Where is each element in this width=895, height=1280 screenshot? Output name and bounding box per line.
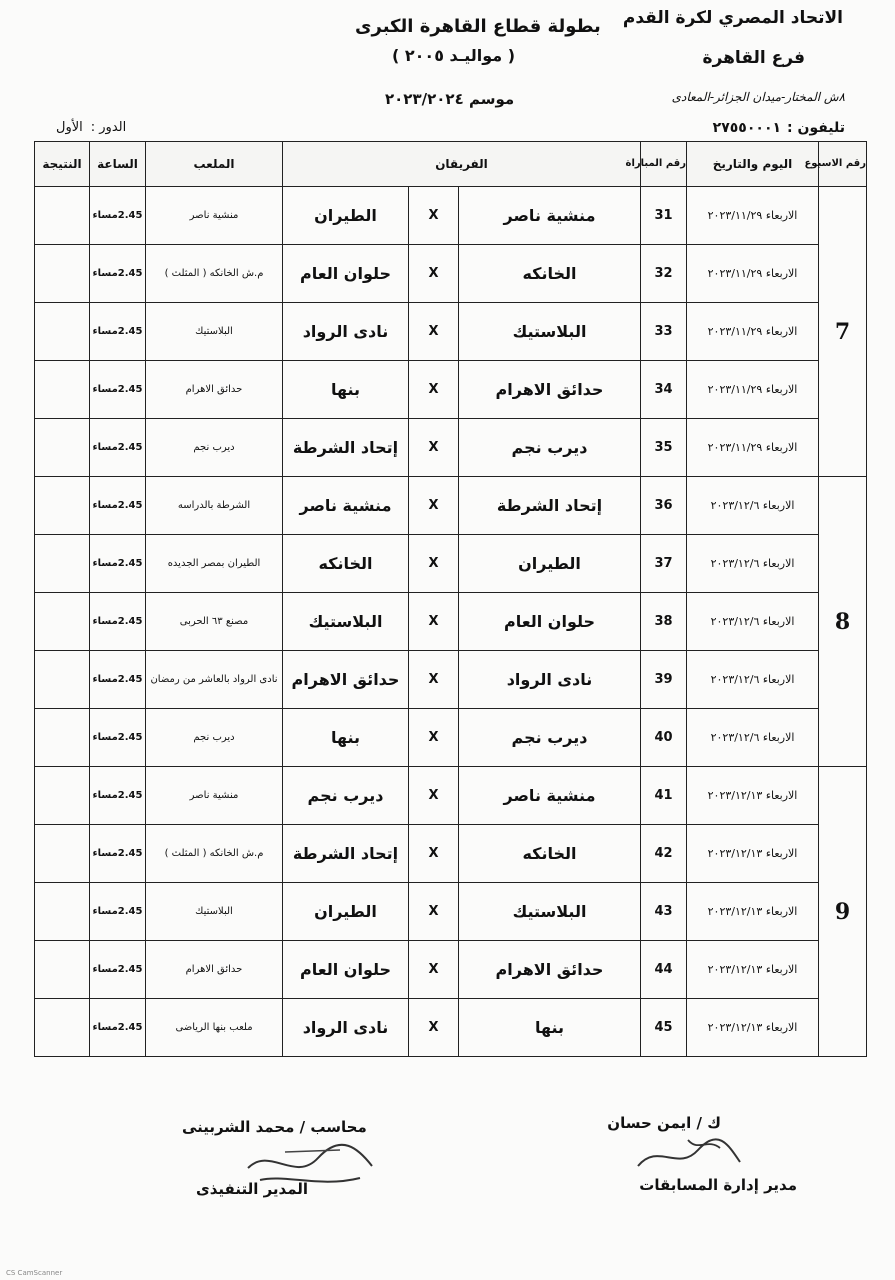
kickoff-time: 2.45مساء bbox=[90, 651, 146, 709]
kickoff-time: 2.45مساء bbox=[90, 767, 146, 825]
branch-name: فرع القاهرة bbox=[702, 48, 805, 68]
stadium: الطيران بمصر الجديده bbox=[146, 535, 283, 593]
away-team: حلوان العام bbox=[283, 245, 409, 303]
versus-mark: X bbox=[409, 535, 459, 593]
home-team: إتحاد الشرطة bbox=[459, 477, 641, 535]
match-number: 37 bbox=[641, 535, 687, 593]
away-team: إتحاد الشرطة bbox=[283, 419, 409, 477]
stadium: نادى الرواد بالعاشر من رمضان bbox=[146, 651, 283, 709]
header-week: رقم الاسبوع bbox=[819, 142, 867, 187]
competitions-manager-name: ك / ايمن حسان bbox=[607, 1114, 721, 1132]
table-row bbox=[35, 303, 867, 361]
header-time: الساعة bbox=[90, 142, 146, 187]
away-team: إتحاد الشرطة bbox=[283, 825, 409, 883]
match-number: 38 bbox=[641, 593, 687, 651]
table-row bbox=[35, 361, 867, 419]
away-team: بنها bbox=[283, 709, 409, 767]
match-date: الاربعاء ٢٠٢٣/١٢/١٣ bbox=[687, 999, 819, 1057]
phone-label: تليفون : bbox=[787, 120, 845, 136]
match-number: 41 bbox=[641, 767, 687, 825]
versus-mark: X bbox=[409, 419, 459, 477]
table-row bbox=[35, 999, 867, 1057]
home-team: البلاستيك bbox=[459, 883, 641, 941]
versus-mark: X bbox=[409, 245, 459, 303]
versus-mark: X bbox=[409, 651, 459, 709]
schedule-table bbox=[34, 141, 867, 1057]
home-team: الخانكه bbox=[459, 245, 641, 303]
scanner-watermark: CS CamScanner bbox=[6, 1269, 63, 1277]
match-number: 40 bbox=[641, 709, 687, 767]
table-row bbox=[35, 477, 867, 535]
match-date: الاربعاء ٢٠٢٣/١٢/٦ bbox=[687, 535, 819, 593]
versus-mark: X bbox=[409, 999, 459, 1057]
championship-subtitle: ( مواليـد ٢٠٠٥ ) bbox=[392, 46, 516, 65]
accountant-signature-title: محاسب / محمد الشربينى bbox=[182, 1118, 367, 1136]
right-signature-scrawl bbox=[628, 1132, 748, 1180]
match-date: الاربعاء ٢٠٢٣/١١/٢٩ bbox=[687, 187, 819, 245]
stadium: ملعب بنها الرياضى bbox=[146, 999, 283, 1057]
result-cell bbox=[35, 419, 90, 477]
stadium: الشرطة بالدراسه bbox=[146, 477, 283, 535]
kickoff-time: 2.45مساء bbox=[90, 709, 146, 767]
home-team: حدائق الاهرام bbox=[459, 361, 641, 419]
table-row bbox=[35, 419, 867, 477]
kickoff-time: 2.45مساء bbox=[90, 419, 146, 477]
kickoff-time: 2.45مساء bbox=[90, 941, 146, 999]
kickoff-time: 2.45مساء bbox=[90, 593, 146, 651]
match-date: الاربعاء ٢٠٢٣/١١/٢٩ bbox=[687, 303, 819, 361]
kickoff-time: 2.45مساء bbox=[90, 245, 146, 303]
match-number: 39 bbox=[641, 651, 687, 709]
result-cell bbox=[35, 477, 90, 535]
org-name: الاتحاد المصري لكرة القدم bbox=[622, 8, 843, 28]
kickoff-time: 2.45مساء bbox=[90, 999, 146, 1057]
match-number: 34 bbox=[641, 361, 687, 419]
versus-mark: X bbox=[409, 361, 459, 419]
stadium: م.ش الخانكه ( المثلث ) bbox=[146, 245, 283, 303]
result-cell bbox=[35, 361, 90, 419]
home-team: حلوان العام bbox=[459, 593, 641, 651]
result-cell bbox=[35, 825, 90, 883]
result-cell bbox=[35, 303, 90, 361]
versus-mark: X bbox=[409, 941, 459, 999]
away-team: الخانكه bbox=[283, 535, 409, 593]
competitions-manager-role: مدير إدارة المسابقات bbox=[639, 1176, 797, 1194]
result-cell bbox=[35, 535, 90, 593]
table-row bbox=[35, 825, 867, 883]
versus-mark: X bbox=[409, 593, 459, 651]
versus-mark: X bbox=[409, 477, 459, 535]
kickoff-time: 2.45مساء bbox=[90, 825, 146, 883]
match-date: الاربعاء ٢٠٢٣/١١/٢٩ bbox=[687, 361, 819, 419]
kickoff-time: 2.45مساء bbox=[90, 303, 146, 361]
address: ٨ش المختار-ميدان الجزائر-المعادى bbox=[671, 90, 845, 104]
home-team: ديرب نجم bbox=[459, 419, 641, 477]
left-signature-scrawl bbox=[240, 1138, 380, 1194]
stadium: منشية ناصر bbox=[146, 187, 283, 245]
match-date: الاربعاء ٢٠٢٣/١١/٢٩ bbox=[687, 245, 819, 303]
table-row bbox=[35, 883, 867, 941]
header-result: النتيجة bbox=[35, 142, 90, 187]
header-match-no: رقم المباراة bbox=[641, 142, 687, 187]
match-number: 43 bbox=[641, 883, 687, 941]
header-stadium: الملعب bbox=[146, 142, 283, 187]
week-number: 9 bbox=[819, 767, 867, 1057]
stadium: مصنع ٦٣ الحربى bbox=[146, 593, 283, 651]
table-row bbox=[35, 187, 867, 245]
stadium: م.ش الخانكه ( المثلث ) bbox=[146, 825, 283, 883]
home-team: منشية ناصر bbox=[459, 767, 641, 825]
result-cell bbox=[35, 245, 90, 303]
away-team: منشية ناصر bbox=[283, 477, 409, 535]
kickoff-time: 2.45مساء bbox=[90, 187, 146, 245]
result-cell bbox=[35, 593, 90, 651]
phone bbox=[707, 120, 845, 136]
away-team: الطيران bbox=[283, 883, 409, 941]
away-team: البلاستيك bbox=[283, 593, 409, 651]
away-team: نادى الرواد bbox=[283, 303, 409, 361]
away-team: بنها bbox=[283, 361, 409, 419]
match-number: 33 bbox=[641, 303, 687, 361]
table-row bbox=[35, 709, 867, 767]
home-team: منشية ناصر bbox=[459, 187, 641, 245]
result-cell bbox=[35, 883, 90, 941]
phone-number: ٢٧٥٥٠٠٠١ bbox=[712, 120, 782, 136]
table-row bbox=[35, 245, 867, 303]
championship-title: بطولة قطاع القاهرة الكبرى bbox=[355, 16, 601, 37]
versus-mark: X bbox=[409, 883, 459, 941]
week-number: 7 bbox=[819, 187, 867, 477]
home-team: نادى الرواد bbox=[459, 651, 641, 709]
home-team: حدائق الاهرام bbox=[459, 941, 641, 999]
round bbox=[48, 120, 126, 135]
stadium: منشية ناصر bbox=[146, 767, 283, 825]
match-date: الاربعاء ٢٠٢٣/١٢/١٣ bbox=[687, 825, 819, 883]
header-row bbox=[35, 142, 867, 187]
match-number: 45 bbox=[641, 999, 687, 1057]
match-date: الاربعاء ٢٠٢٣/١٢/٦ bbox=[687, 593, 819, 651]
table-row bbox=[35, 767, 867, 825]
match-date: الاربعاء ٢٠٢٣/١٢/٦ bbox=[687, 709, 819, 767]
stadium: البلاستيك bbox=[146, 303, 283, 361]
match-date: الاربعاء ٢٠٢٣/١٢/١٣ bbox=[687, 883, 819, 941]
away-team: الطيران bbox=[283, 187, 409, 245]
away-team: ديرب نجم bbox=[283, 767, 409, 825]
table-row bbox=[35, 651, 867, 709]
home-team: البلاستيك bbox=[459, 303, 641, 361]
week-number: 8 bbox=[819, 477, 867, 767]
versus-mark: X bbox=[409, 303, 459, 361]
executive-director-role: المدير التنفيذى bbox=[196, 1180, 309, 1198]
result-cell bbox=[35, 709, 90, 767]
table-row bbox=[35, 941, 867, 999]
versus-mark: X bbox=[409, 187, 459, 245]
versus-mark: X bbox=[409, 825, 459, 883]
versus-mark: X bbox=[409, 767, 459, 825]
match-date: الاربعاء ٢٠٢٣/١٢/٦ bbox=[687, 477, 819, 535]
kickoff-time: 2.45مساء bbox=[90, 361, 146, 419]
away-team: نادى الرواد bbox=[283, 999, 409, 1057]
match-number: 36 bbox=[641, 477, 687, 535]
header-date: اليوم والتاريخ bbox=[687, 142, 819, 187]
kickoff-time: 2.45مساء bbox=[90, 883, 146, 941]
match-number: 35 bbox=[641, 419, 687, 477]
home-team: ديرب نجم bbox=[459, 709, 641, 767]
stadium: حدائق الاهرام bbox=[146, 941, 283, 999]
versus-mark: X bbox=[409, 709, 459, 767]
home-team: الخانكه bbox=[459, 825, 641, 883]
table-row bbox=[35, 593, 867, 651]
away-team: حدائق الاهرام bbox=[283, 651, 409, 709]
stadium: حدائق الاهرام bbox=[146, 361, 283, 419]
kickoff-time: 2.45مساء bbox=[90, 477, 146, 535]
kickoff-time: 2.45مساء bbox=[90, 535, 146, 593]
home-team: الطيران bbox=[459, 535, 641, 593]
home-team: بنها bbox=[459, 999, 641, 1057]
match-number: 31 bbox=[641, 187, 687, 245]
stadium: ديرب نجم bbox=[146, 709, 283, 767]
result-cell bbox=[35, 187, 90, 245]
match-date: الاربعاء ٢٠٢٣/١٢/١٣ bbox=[687, 941, 819, 999]
match-number: 44 bbox=[641, 941, 687, 999]
header-teams: الفريقان bbox=[283, 142, 641, 187]
match-date: الاربعاء ٢٠٢٣/١٢/٦ bbox=[687, 651, 819, 709]
match-number: 42 bbox=[641, 825, 687, 883]
result-cell bbox=[35, 941, 90, 999]
result-cell bbox=[35, 999, 90, 1057]
match-date: الاربعاء ٢٠٢٣/١١/٢٩ bbox=[687, 419, 819, 477]
result-cell bbox=[35, 767, 90, 825]
result-cell bbox=[35, 651, 90, 709]
match-date: الاربعاء ٢٠٢٣/١٢/١٣ bbox=[687, 767, 819, 825]
season: موسم ٢٠٢٣/٢٠٢٤ bbox=[385, 90, 515, 108]
stadium: ديرب نجم bbox=[146, 419, 283, 477]
match-number: 32 bbox=[641, 245, 687, 303]
round-label: الدور : bbox=[90, 120, 127, 135]
stadium: البلاستيك bbox=[146, 883, 283, 941]
round-value: الأول bbox=[56, 120, 83, 135]
away-team: حلوان العام bbox=[283, 941, 409, 999]
table-row bbox=[35, 535, 867, 593]
